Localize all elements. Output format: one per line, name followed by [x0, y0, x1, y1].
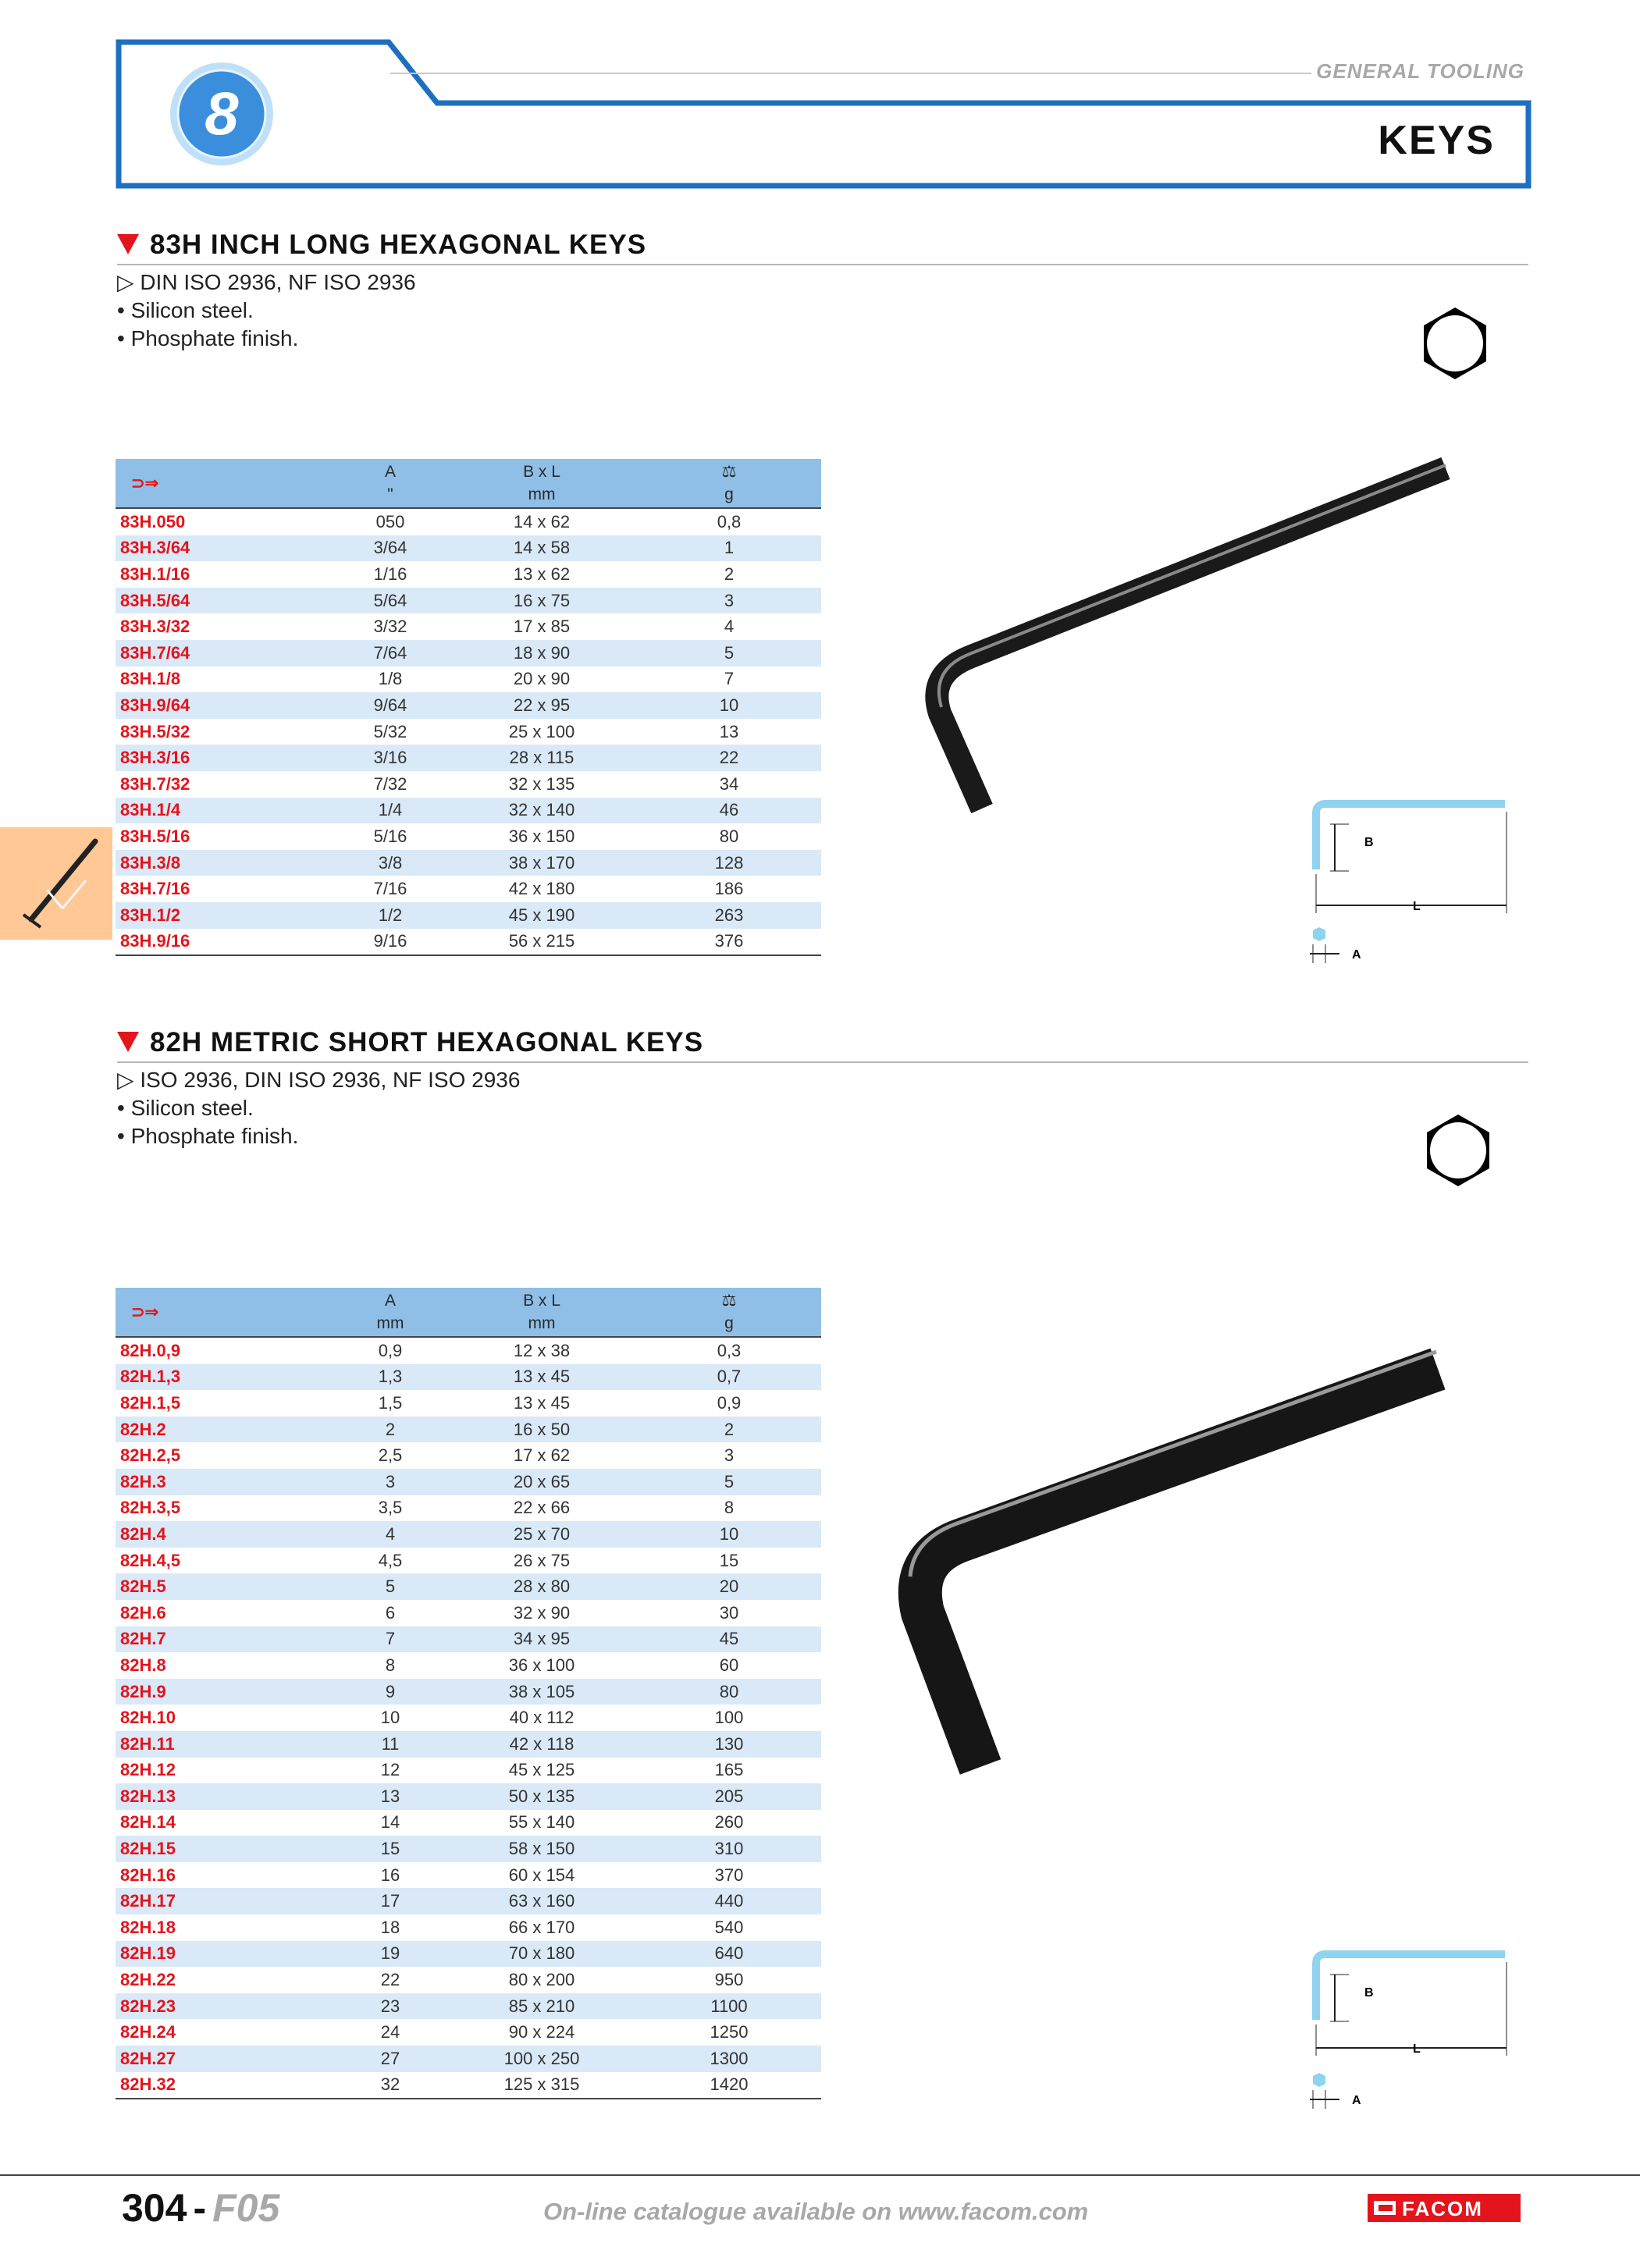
- side-tab[interactable]: [0, 827, 112, 940]
- svg-text:L: L: [1413, 900, 1421, 913]
- table-row: [116, 1417, 821, 1443]
- product-reference: 82H.24: [120, 2022, 176, 2042]
- product-reference: 82H.1,5: [120, 1392, 181, 1413]
- page-title: KEYS: [1378, 118, 1495, 163]
- weight: 950: [714, 1970, 744, 1990]
- dimension-bxl: 45 x 190: [446, 902, 637, 929]
- dimension-bxl: 22 x 66: [513, 1498, 571, 1518]
- size-a: 14: [380, 1812, 400, 1833]
- size-a: 3: [334, 1469, 446, 1495]
- col-weight-unit: g: [724, 1314, 734, 1332]
- product-reference: 82H.9: [116, 1679, 334, 1705]
- size-a: 17: [334, 1888, 446, 1914]
- size-a: 3/32: [373, 617, 407, 637]
- product-reference: 82H.3,5: [120, 1498, 181, 1518]
- dimension-bxl: 28 x 115: [446, 745, 637, 771]
- product-reference: 82H.11: [116, 1731, 334, 1758]
- dimension-bxl: 17 x 85: [513, 617, 571, 637]
- dimension-bxl: 13 x 45: [446, 1364, 637, 1391]
- table-row: [116, 1862, 821, 1889]
- bullet-material: Silicon steel.: [130, 298, 254, 322]
- size-a: 7: [334, 1626, 446, 1653]
- product-reference: 82H.23: [116, 1993, 334, 2020]
- weight: 440: [637, 1888, 821, 1914]
- size-a: 32: [380, 2074, 400, 2095]
- table-row: [116, 1442, 821, 1469]
- dimension-bxl: 38 x 170: [446, 850, 637, 876]
- svg-text:A: A: [1352, 948, 1361, 962]
- table-row: [116, 1364, 821, 1391]
- size-a: 16: [380, 1865, 400, 1885]
- weight: 0,7: [637, 1364, 821, 1391]
- reference-icon: ⊃⇒: [131, 1303, 159, 1321]
- dimension-bxl: 90 x 224: [508, 2022, 575, 2042]
- weight: 8: [724, 1498, 735, 1518]
- weight: 3: [724, 1445, 735, 1466]
- key-dimension-diagram: [1302, 1946, 1513, 2118]
- weight: 540: [714, 1917, 744, 1937]
- dimension-bxl: 32 x 90: [513, 1602, 571, 1623]
- weight: 1300: [637, 2046, 821, 2072]
- svg-text:B: B: [1364, 836, 1374, 849]
- dimension-bxl: 22 x 95: [446, 692, 637, 719]
- table-row: [116, 1941, 821, 1968]
- product-reference: 82H.6: [120, 1602, 166, 1623]
- size-a: 1/2: [334, 902, 446, 929]
- hexagon-profile-icon: [1416, 304, 1494, 382]
- weight: 165: [714, 1760, 744, 1780]
- col-weight-unit: g: [724, 485, 734, 503]
- dimension-bxl: 40 x 112: [509, 1708, 575, 1728]
- product-reference: 83H.3/8: [116, 850, 334, 876]
- weight: 1: [637, 535, 821, 562]
- size-a: 0,9: [378, 1340, 403, 1360]
- dimension-bxl: 32 x 135: [508, 773, 575, 794]
- weight: 370: [714, 1865, 744, 1885]
- svg-text:8: 8: [205, 79, 239, 148]
- product-reference: 82H.2: [116, 1417, 334, 1443]
- red-triangle-icon: [117, 234, 139, 254]
- size-a: 15: [334, 1836, 446, 1862]
- table-row: [116, 1758, 821, 1784]
- size-a: 7/16: [373, 879, 407, 899]
- size-a: 24: [380, 2022, 400, 2042]
- hexagon-profile-icon: [1419, 1111, 1497, 1189]
- weight: 2: [724, 563, 735, 584]
- table-row: [116, 1705, 821, 1731]
- col-a-unit: mm: [376, 1314, 404, 1332]
- product-reference: 83H.1/4: [116, 798, 334, 824]
- size-a: 3,5: [378, 1498, 403, 1518]
- dimension-bxl: 16 x 50: [446, 1417, 637, 1443]
- size-a: 9/64: [334, 692, 446, 719]
- weight: 46: [637, 798, 821, 824]
- product-reference: 83H.050: [120, 511, 186, 531]
- product-reference: 82H.18: [120, 1917, 176, 1937]
- table-row: [116, 929, 821, 956]
- size-a: 18: [380, 1917, 400, 1937]
- product-reference: 83H.5/16: [120, 826, 190, 846]
- weight-icon: ⚖: [721, 463, 737, 481]
- col-bxl-unit: mm: [528, 485, 556, 503]
- section-83h-title: 83H INCH LONG HEXAGONAL KEYS: [117, 229, 646, 261]
- product-reference: 83H.5/64: [116, 588, 334, 614]
- hex-key-tool-icon: [0, 827, 112, 940]
- size-a: 3/64: [334, 535, 446, 562]
- product-reference: 82H.10: [120, 1708, 176, 1728]
- size-a: 1,5: [378, 1392, 403, 1413]
- product-reference: 82H.8: [120, 1655, 166, 1675]
- svg-text:B: B: [1364, 1986, 1374, 2000]
- dimension-bxl: 14 x 58: [446, 535, 637, 562]
- dimension-bxl: 42 x 118: [446, 1731, 637, 1758]
- size-a: 1/8: [378, 669, 403, 689]
- weight: 263: [637, 902, 821, 929]
- product-reference: 83H.3/32: [120, 617, 190, 637]
- product-table-82h: [116, 1288, 821, 2099]
- product-reference: 83H.5/32: [120, 721, 190, 741]
- col-a-unit: ": [387, 485, 393, 503]
- dimension-bxl: 25 x 100: [508, 721, 575, 741]
- col-bxl-header: B x L: [523, 463, 560, 481]
- dimension-bxl: 18 x 90: [446, 640, 637, 667]
- table-row: [116, 508, 821, 535]
- size-a: 19: [334, 1941, 446, 1968]
- table-row: [116, 1836, 821, 1862]
- weight: 128: [637, 850, 821, 876]
- dimension-bxl: 28 x 80: [446, 1573, 637, 1600]
- table-row: [116, 1469, 821, 1495]
- product-reference: 82H.15: [116, 1836, 334, 1862]
- table-row: [116, 640, 821, 667]
- weight: 60: [719, 1655, 739, 1675]
- table-row: [116, 2046, 821, 2072]
- size-a: 050: [375, 511, 405, 531]
- size-a: 3/8: [334, 850, 446, 876]
- product-reference: 82H.19: [116, 1941, 334, 1968]
- product-reference: 83H.1/2: [116, 902, 334, 929]
- product-reference: 82H.14: [120, 1812, 176, 1833]
- size-a: 1/16: [373, 563, 407, 584]
- size-a: 5/16: [373, 826, 407, 846]
- dimension-bxl: 56 x 215: [508, 931, 575, 951]
- bullet-material: Silicon steel.: [130, 1096, 254, 1120]
- table-row: [116, 1914, 821, 1941]
- dimension-bxl: 60 x 154: [508, 1865, 575, 1885]
- product-reference: 83H.7/64: [116, 640, 334, 667]
- table-row: [116, 1337, 821, 1364]
- dimension-bxl: 34 x 95: [446, 1626, 637, 1653]
- standard-text: DIN ISO 2936, NF ISO 2936: [140, 270, 416, 294]
- section-divider: [117, 1061, 1528, 1063]
- table-row: [116, 1495, 821, 1522]
- weight: 4: [724, 617, 735, 637]
- weight: 7: [724, 669, 735, 689]
- section-83h-specs: ▷ DIN ISO 2936, NF ISO 2936 • Silicon steel. • Phosphate finish.: [117, 270, 416, 350]
- table-row: [116, 719, 821, 745]
- key-dimension-diagram: [1302, 796, 1513, 968]
- svg-text:A: A: [1352, 2094, 1361, 2107]
- col-bxl-unit: mm: [528, 1314, 556, 1332]
- dimension-bxl: 80 x 200: [508, 1970, 575, 1990]
- product-reference: 82H.12: [120, 1760, 176, 1780]
- weight: 30: [719, 1602, 739, 1623]
- product-reference: 83H.1/8: [120, 669, 181, 689]
- size-a: 3/16: [334, 745, 446, 771]
- table-row: [116, 1993, 821, 2020]
- size-a: 23: [334, 1993, 446, 2020]
- outline-triangle-icon: ▷: [117, 1068, 141, 1092]
- size-a: 5/64: [334, 588, 446, 614]
- weight: 376: [714, 931, 744, 951]
- product-reference: 82H.2,5: [120, 1445, 181, 1466]
- product-reference: 82H.7: [116, 1626, 334, 1653]
- dimension-bxl: 20 x 65: [446, 1469, 637, 1495]
- weight: 3: [637, 588, 821, 614]
- product-reference: 83H.9/64: [116, 692, 334, 719]
- product-reference: 83H.9/16: [120, 931, 190, 951]
- facom-logo: [1368, 2194, 1521, 2222]
- col-bxl-header: B x L: [523, 1292, 560, 1310]
- size-a: 2,5: [378, 1445, 403, 1466]
- dimension-bxl: 63 x 160: [446, 1888, 637, 1914]
- dimension-bxl: 36 x 100: [508, 1655, 575, 1675]
- table-row: [116, 823, 821, 850]
- table-row: [116, 2072, 821, 2099]
- header-banner: [0, 0, 1640, 203]
- table-row: [116, 876, 821, 902]
- weight: 34: [719, 773, 739, 794]
- weight: 130: [637, 1731, 821, 1758]
- weight: 1250: [710, 2022, 749, 2042]
- size-a: 6: [385, 1602, 396, 1623]
- svg-text:L: L: [1413, 2042, 1421, 2056]
- dimension-bxl: 85 x 210: [446, 1993, 637, 2020]
- product-table-83h: [116, 459, 821, 956]
- col-a-header: A: [384, 463, 396, 481]
- size-a: 1,3: [334, 1364, 446, 1391]
- weight: 640: [637, 1941, 821, 1968]
- weight: 0,9: [717, 1392, 742, 1413]
- product-reference: 82H.0,9: [120, 1340, 181, 1360]
- size-a: 10: [380, 1708, 400, 1728]
- online-catalogue-text[interactable]: On-line catalogue available on www.facom.com: [543, 2198, 1089, 2225]
- product-reference: 82H.32: [120, 2074, 176, 2095]
- table-row: [116, 850, 821, 876]
- dimension-bxl: 32 x 140: [446, 798, 637, 824]
- dimension-bxl: 45 x 125: [508, 1760, 575, 1780]
- section-82h-title: 82H METRIC SHORT HEXAGONAL KEYS: [117, 1027, 703, 1058]
- table-row: [116, 1390, 821, 1417]
- dimension-bxl: 55 x 140: [508, 1812, 575, 1833]
- dimension-bxl: 66 x 170: [508, 1917, 575, 1937]
- weight: 20: [637, 1573, 821, 1600]
- chapter-label: GENERAL TOOLING: [1316, 59, 1524, 83]
- product-reference: 83H.3/64: [116, 535, 334, 562]
- dimension-bxl: 58 x 150: [446, 1836, 637, 1862]
- weight: 1100: [637, 1993, 821, 2020]
- size-a: 7/32: [373, 773, 407, 794]
- table-row: [116, 1679, 821, 1705]
- standard-text: ISO 2936, DIN ISO 2936, NF ISO 2936: [140, 1068, 521, 1092]
- table-row: [116, 745, 821, 771]
- size-a: 5/32: [373, 721, 407, 741]
- dimension-bxl: 38 x 105: [446, 1679, 637, 1705]
- short-hex-key-image: [874, 1342, 1467, 1779]
- product-reference: 82H.16: [120, 1865, 176, 1885]
- chapter-number-badge: [170, 62, 273, 165]
- table-row: [116, 2019, 821, 2046]
- outline-triangle-icon: ▷: [117, 270, 141, 294]
- weight: 0,3: [717, 1340, 742, 1360]
- weight: 100: [714, 1708, 744, 1728]
- product-reference: 82H.22: [120, 1970, 176, 1990]
- weight: 10: [637, 1521, 821, 1548]
- dimension-bxl: 20 x 90: [513, 669, 571, 689]
- product-reference: 82H.1,3: [116, 1364, 334, 1391]
- size-a: 9/16: [373, 931, 407, 951]
- size-a: 12: [380, 1760, 400, 1780]
- bullet-finish: Phosphate finish.: [130, 326, 299, 350]
- product-reference: 82H.27: [116, 2046, 334, 2072]
- table-row: [116, 1626, 821, 1653]
- weight: 5: [637, 640, 821, 667]
- reference-icon: ⊃⇒: [131, 474, 159, 492]
- table-row: [116, 1573, 821, 1600]
- weight: 186: [714, 879, 744, 899]
- long-hex-key-image: [882, 453, 1460, 819]
- table-row: [116, 1731, 821, 1758]
- red-triangle-icon: [117, 1032, 139, 1052]
- page-number: 304 - F05: [122, 2186, 280, 2230]
- weight: 205: [637, 1783, 821, 1810]
- table-row: [116, 1652, 821, 1679]
- product-reference: 83H.7/16: [120, 879, 190, 899]
- table-row: [116, 535, 821, 562]
- dimension-bxl: 17 x 62: [513, 1445, 571, 1466]
- weight: 10: [637, 692, 821, 719]
- weight: 0,8: [717, 511, 742, 531]
- dimension-bxl: 125 x 315: [503, 2074, 580, 2095]
- footer-divider: [0, 2174, 1640, 2176]
- weight: 260: [714, 1812, 744, 1833]
- section-divider: [117, 264, 1528, 265]
- table-row: [116, 1888, 821, 1914]
- size-a: 4,5: [378, 1550, 403, 1570]
- table-row: [116, 798, 821, 824]
- table-row: [116, 588, 821, 614]
- weight: 1420: [710, 2074, 749, 2095]
- product-reference: 82H.13: [116, 1783, 334, 1810]
- product-reference: 82H.5: [116, 1573, 334, 1600]
- col-a-header: A: [384, 1292, 396, 1310]
- product-reference: 82H.4,5: [120, 1550, 181, 1570]
- size-a: 2: [334, 1417, 446, 1443]
- table-row: [116, 1521, 821, 1548]
- dimension-bxl: 13 x 45: [513, 1392, 571, 1413]
- product-reference: 82H.17: [116, 1888, 334, 1914]
- weight-icon: ⚖: [721, 1292, 737, 1310]
- weight: 5: [637, 1469, 821, 1495]
- table-row: [116, 771, 821, 798]
- table-row: [116, 1783, 821, 1810]
- dimension-bxl: 100 x 250: [446, 2046, 637, 2072]
- dimension-bxl: 42 x 180: [508, 879, 575, 899]
- product-reference: 83H.3/16: [116, 745, 334, 771]
- product-reference: 82H.3: [116, 1469, 334, 1495]
- table-row: [116, 613, 821, 640]
- dimension-bxl: 25 x 70: [446, 1521, 637, 1548]
- size-a: 22: [380, 1970, 400, 1990]
- size-a: 5: [334, 1573, 446, 1600]
- product-reference: 82H.4: [116, 1521, 334, 1548]
- size-a: 27: [334, 2046, 446, 2072]
- table-row: [116, 1548, 821, 1574]
- table-row: [116, 561, 821, 588]
- svg-text:FACOM: FACOM: [1402, 2197, 1483, 2220]
- dimension-bxl: 70 x 180: [446, 1941, 637, 1968]
- dimension-bxl: 14 x 62: [513, 511, 571, 531]
- weight: 22: [637, 745, 821, 771]
- product-reference: 83H.1/16: [120, 563, 190, 584]
- weight: 310: [637, 1836, 821, 1862]
- weight: 15: [719, 1550, 739, 1570]
- dimension-bxl: 36 x 150: [508, 826, 575, 846]
- section-82h-specs: ▷ ISO 2936, DIN ISO 2936, NF ISO 2936 • Silicon steel. • Phosphate finish.: [117, 1068, 521, 1148]
- size-a: 7/64: [334, 640, 446, 667]
- table-row: [116, 667, 821, 693]
- weight: 45: [637, 1626, 821, 1653]
- dimension-bxl: 13 x 62: [513, 563, 571, 584]
- size-a: 1/4: [334, 798, 446, 824]
- dimension-bxl: 16 x 75: [446, 588, 637, 614]
- weight: 2: [637, 1417, 821, 1443]
- table-row: [116, 1967, 821, 1993]
- size-a: 9: [334, 1679, 446, 1705]
- size-a: 4: [334, 1521, 446, 1548]
- weight: 13: [719, 721, 739, 741]
- weight: 80: [719, 826, 739, 846]
- table-row: [116, 692, 821, 719]
- bullet-finish: Phosphate finish.: [130, 1124, 299, 1148]
- weight: 80: [637, 1679, 821, 1705]
- table-row: [116, 1810, 821, 1836]
- dimension-bxl: 12 x 38: [513, 1340, 571, 1360]
- size-a: 8: [385, 1655, 396, 1675]
- table-row: [116, 902, 821, 929]
- dimension-bxl: 26 x 75: [513, 1550, 571, 1570]
- size-a: 13: [334, 1783, 446, 1810]
- product-reference: 83H.7/32: [120, 773, 190, 794]
- size-a: 11: [334, 1731, 446, 1758]
- dimension-bxl: 50 x 135: [446, 1783, 637, 1810]
- table-row: [116, 1600, 821, 1626]
